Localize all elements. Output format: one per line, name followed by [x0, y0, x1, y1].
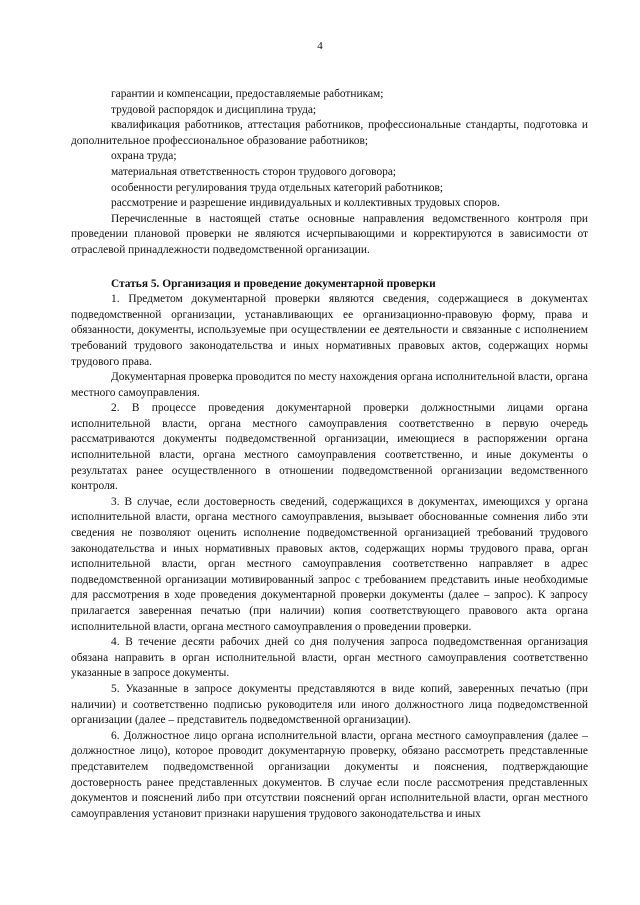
list-item: квалификация работников, аттестация работников, профессиональные стандарты, подготовка и дополнительное профессиональное образование работников;	[71, 119, 588, 147]
article-paragraph: 6. Должностное лицо органа исполнительной власти, органа местного самоуправления (далее – должностное лицо), которое проводит документарную проверку, обязано рассмотреть представленные представителем подведомственной организации документы и пояснения, подтверждающие достоверность ранее представленных документов. В случае если после рассмотрения представленных документов и пояснений либо при отсутствии пояснений орган исполнительной власти, орган местного самоуправления установит признаки нарушения трудового законодательства и иных	[71, 729, 588, 820]
list-item: материальная ответственность сторон трудового договора;	[111, 165, 397, 178]
list-item: трудовой распорядок и дисциплина труда;	[111, 103, 317, 116]
article-paragraph: 2. В процессе проведения документарной проверки должностными лицами органа исполнительной власти, органа местного самоуправления соответственно в первую очередь рассматриваются документы подведомственной организации, имеющиеся в распоряжении органа исполнительной власти, органа местного самоуправления соответственно, и иные документы о результатах ранее осуществленного в отношении подведомственной организации ведомственного контроля.	[71, 402, 588, 493]
article-paragraph: 3. В случае, если достоверность сведений, содержащихся в документах, имеющихся у органа исполнительной власти, органа местного самоуправления, вызывает обоснованные сомнения либо эти сведения не позволяют оценить исполнение подведомственной организацией требований трудового законодательства и иных нормативных правовых актов, содержащих нормы трудового права, орган исполнительной власти, орган местного самоуправления соответственно направляет в адрес подведомственной организации мотивированный запрос с требованием представить иные необходимые для рассмотрения в ходе проведения документарной проверки документы (далее – запрос). К запросу прилагается заверенная печатью (при наличии) копия соответствующего правового акта органа исполнительной власти, органа местного самоуправления о проведении проверки.	[71, 495, 588, 633]
article-title: Статья 5. Организация и проведение документарной проверки	[111, 277, 436, 290]
list-item: гарантии и компенсации, предоставляемые работникам;	[111, 88, 384, 100]
list-item: рассмотрение и разрешение индивидуальных и коллективных трудовых споров.	[111, 197, 500, 210]
article-paragraph: 1. Предметом документарной проверки являются сведения, содержащиеся в документах подведомственной организации, устанавливающих ее организационно-правовую форму, права и обязанности, документы, используемые при осуществлении ее деятельности и связанные с исполнением требований трудового законодательства и иных нормативных правовых актов, содержащих нормы трудового права.	[71, 293, 588, 368]
page-number: 4	[317, 40, 323, 52]
list-item: охрана труда;	[111, 150, 177, 163]
article-paragraph: Документарная проверка проводится по месту нахождения органа исполнительной власти, органа местного самоуправления.	[71, 371, 588, 399]
closing-paragraph: Перечисленные в настоящей статье основные направления ведомственного контроля при проведении плановой проверки не являются исчерпывающими и корректируются в зависимости от отраслевой принадлежности подведомственной организации.	[71, 212, 588, 256]
document-body	[71, 87, 588, 822]
article-paragraph: 4. В течение десяти рабочих дней со дня получения запроса подведомственная организация обязана направить в орган исполнительной власти, орган местного самоуправления соответственно указанные в запросе документы.	[71, 636, 588, 680]
list-item: особенности регулирования труда отдельных категорий работников;	[111, 181, 444, 194]
article-paragraph: 5. Указанные в запросе документы представляются в виде копий, заверенных печатью (при наличии) и соответственно подписью руководителя или иного должностного лица подведомственной организации (далее – представитель подведомственной организации).	[71, 682, 588, 727]
